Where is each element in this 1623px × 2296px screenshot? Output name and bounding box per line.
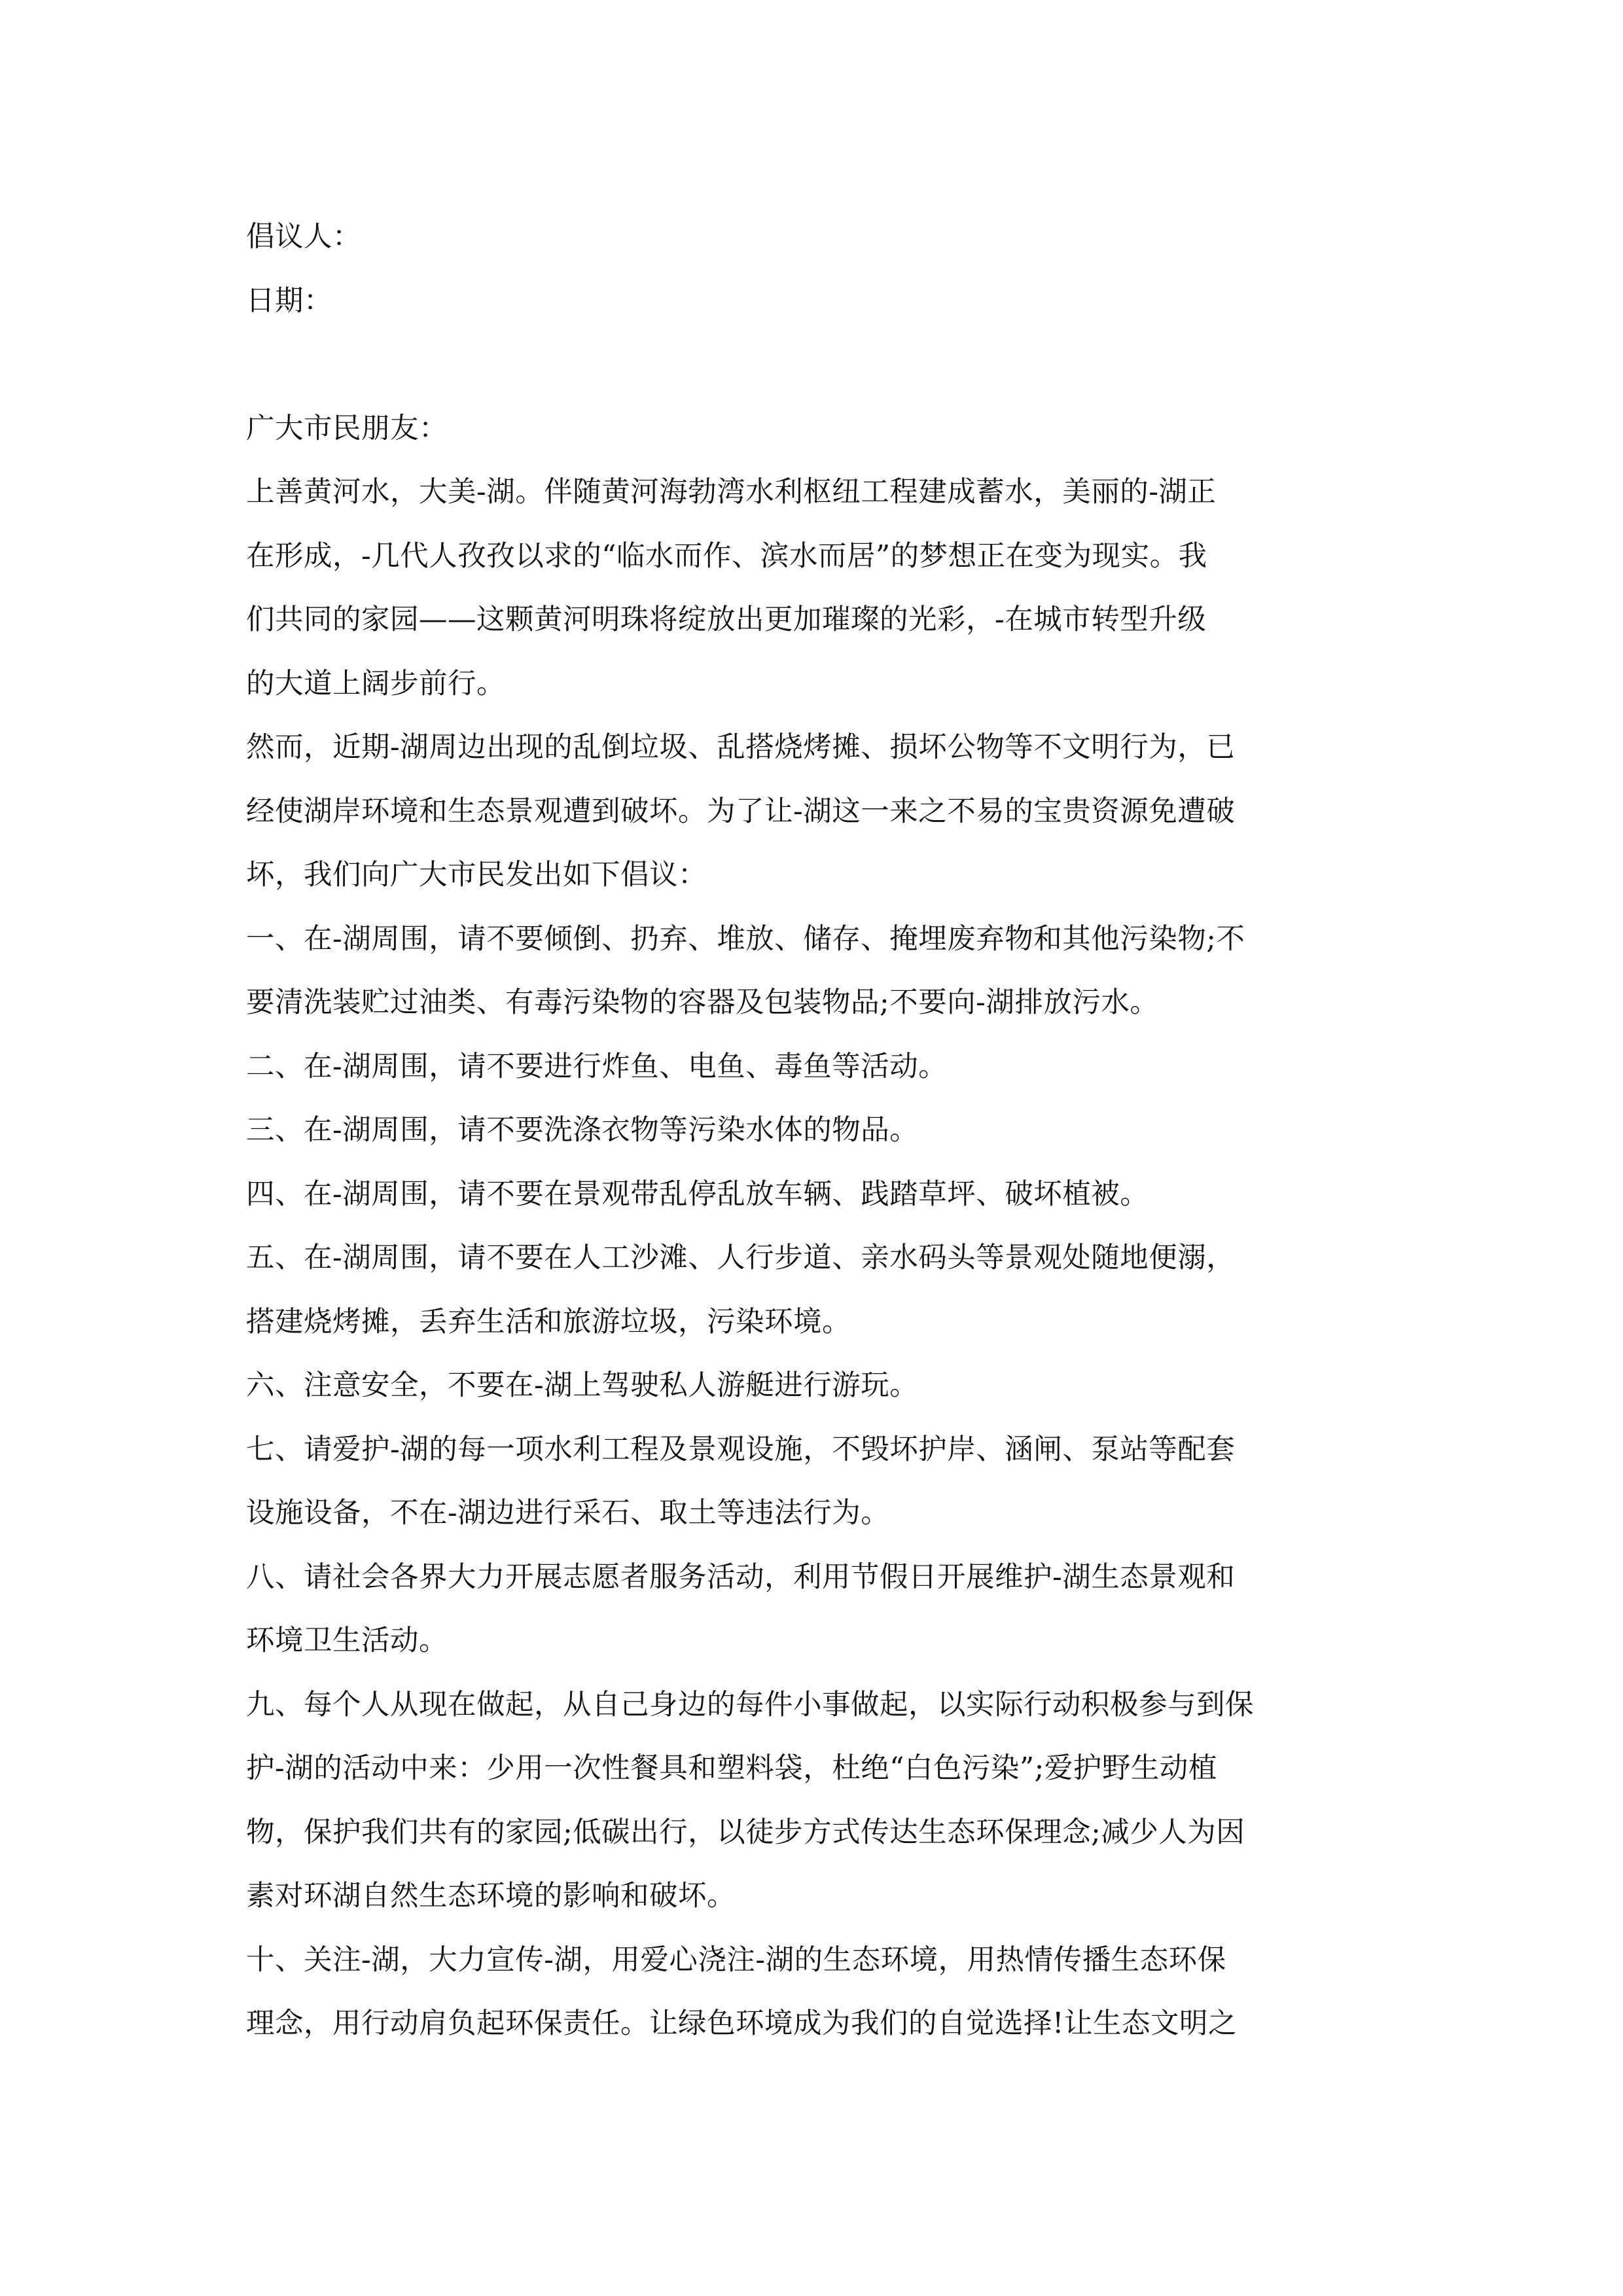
text-line: 素对环湖自然生态环境的影响和破坏。 bbox=[246, 1880, 736, 1912]
text-line: 二、在-湖周围，请不要进行炸鱼、电鱼、毒鱼等活动。 bbox=[246, 1050, 948, 1083]
text-line: 八、请社会各界大力开展志愿者服务活动，利用节假日开展维护-湖生态景观和 bbox=[246, 1560, 1236, 1594]
intro-paragraph bbox=[246, 461, 1378, 716]
text-line: 设施设备，不在-湖边进行采石、取土等违法行为。 bbox=[246, 1497, 890, 1530]
text-line: 三、在-湖周围，请不要洗涤衣物等污染水体的物品。 bbox=[246, 1114, 919, 1147]
text-line: 四、在-湖周围，请不要在景观带乱停乱放车辆、践踏草坪、破坏植被。 bbox=[246, 1177, 1149, 1211]
text-line: 坏，我们向广大市民发出如下倡议： bbox=[246, 859, 707, 891]
text-line: 环境卫生活动。 bbox=[246, 1624, 448, 1657]
proposal-item-5 bbox=[246, 1227, 1378, 1354]
text-line: 物，保护我们共有的家园;低碳出行，以徒步方式传达生态环保理念;减少人为因 bbox=[246, 1816, 1245, 1849]
proposal-item-7 bbox=[246, 1418, 1378, 1546]
text-line: 一、在-湖周围，请不要倾倒、扔弃、堆放、储存、掩埋废弃物和其他污染物;不 bbox=[246, 922, 1245, 956]
paragraph-gap bbox=[246, 333, 1378, 397]
salutation: 广大市民朋友： bbox=[246, 412, 448, 445]
text-line: 七、请爱护-湖的每一项水利工程及景观设施，不毁坏护岸、涵闸、泵站等配套 bbox=[246, 1433, 1236, 1466]
proposal-item-9 bbox=[246, 1674, 1378, 1929]
text-line: 经使湖岸环境和生态景观遭到破坏。为了让-湖这一来之不易的宝贵资源免遭破 bbox=[246, 795, 1236, 828]
text-line: 然而，近期-湖周边出现的乱倒垃圾、乱搭烧烤摊、损坏公物等不文明行为，已 bbox=[246, 731, 1236, 764]
proposal-item-1 bbox=[246, 908, 1378, 1035]
text-line: 护-湖的活动中来：少用一次性餐具和塑料袋，杜绝“白色污染”;爱护野生动植 bbox=[246, 1752, 1217, 1785]
text-line: 五、在-湖周围，请不要在人工沙滩、人行步道、亲水码头等景观处随地便溺， bbox=[246, 1242, 1236, 1274]
proposal-item-4 bbox=[246, 1163, 1378, 1227]
proposal-item-8 bbox=[246, 1546, 1378, 1674]
document-body bbox=[246, 206, 1378, 2056]
problem-paragraph bbox=[246, 716, 1378, 908]
text-line: 要清洗装贮过油类、有毒污染物的容器及包装物品;不要向-湖排放污水。 bbox=[246, 986, 1159, 1019]
proposal-item-6 bbox=[246, 1354, 1378, 1418]
text-line: 的大道上阔步前行。 bbox=[246, 667, 505, 700]
proposer-label: 倡议人： bbox=[246, 221, 361, 253]
text-line: 六、注意安全，不要在-湖上驾驶私人游艇进行游玩。 bbox=[246, 1369, 919, 1402]
text-line: 十、关注-湖，大力宣传-湖，用爱心浇注-湖的生态环境，用热情传播生态环保 bbox=[246, 1943, 1226, 1977]
proposal-item-10 bbox=[246, 1929, 1378, 2056]
text-line: 理念，用行动肩负起环保责任。让绿色环境成为我们的自觉选择!让生态文明之 bbox=[246, 2007, 1237, 2040]
proposal-item-3 bbox=[246, 1099, 1378, 1163]
text-line: 搭建烧烤摊，丢弃生活和旅游垃圾，污染环境。 bbox=[246, 1305, 851, 1338]
proposal-item-2 bbox=[246, 1035, 1378, 1100]
text-line: 在形成，-几代人孜孜以求的“临水而作、滨水而居”的梦想正在变为现实。我 bbox=[246, 539, 1207, 573]
text-line: 们共同的家园——这颗黄河明珠将绽放出更加璀璨的光彩，-在城市转型升级 bbox=[246, 603, 1207, 636]
text-line: 九、每个人从现在做起，从自己身边的每件小事做起，以实际行动积极参与到保 bbox=[246, 1688, 1254, 1721]
text-line: 上善黄河水，大美-湖。伴随黄河海勃湾水利枢纽工程建成蓄水，美丽的-湖正 bbox=[246, 476, 1217, 509]
date-label: 日期： bbox=[246, 284, 332, 317]
